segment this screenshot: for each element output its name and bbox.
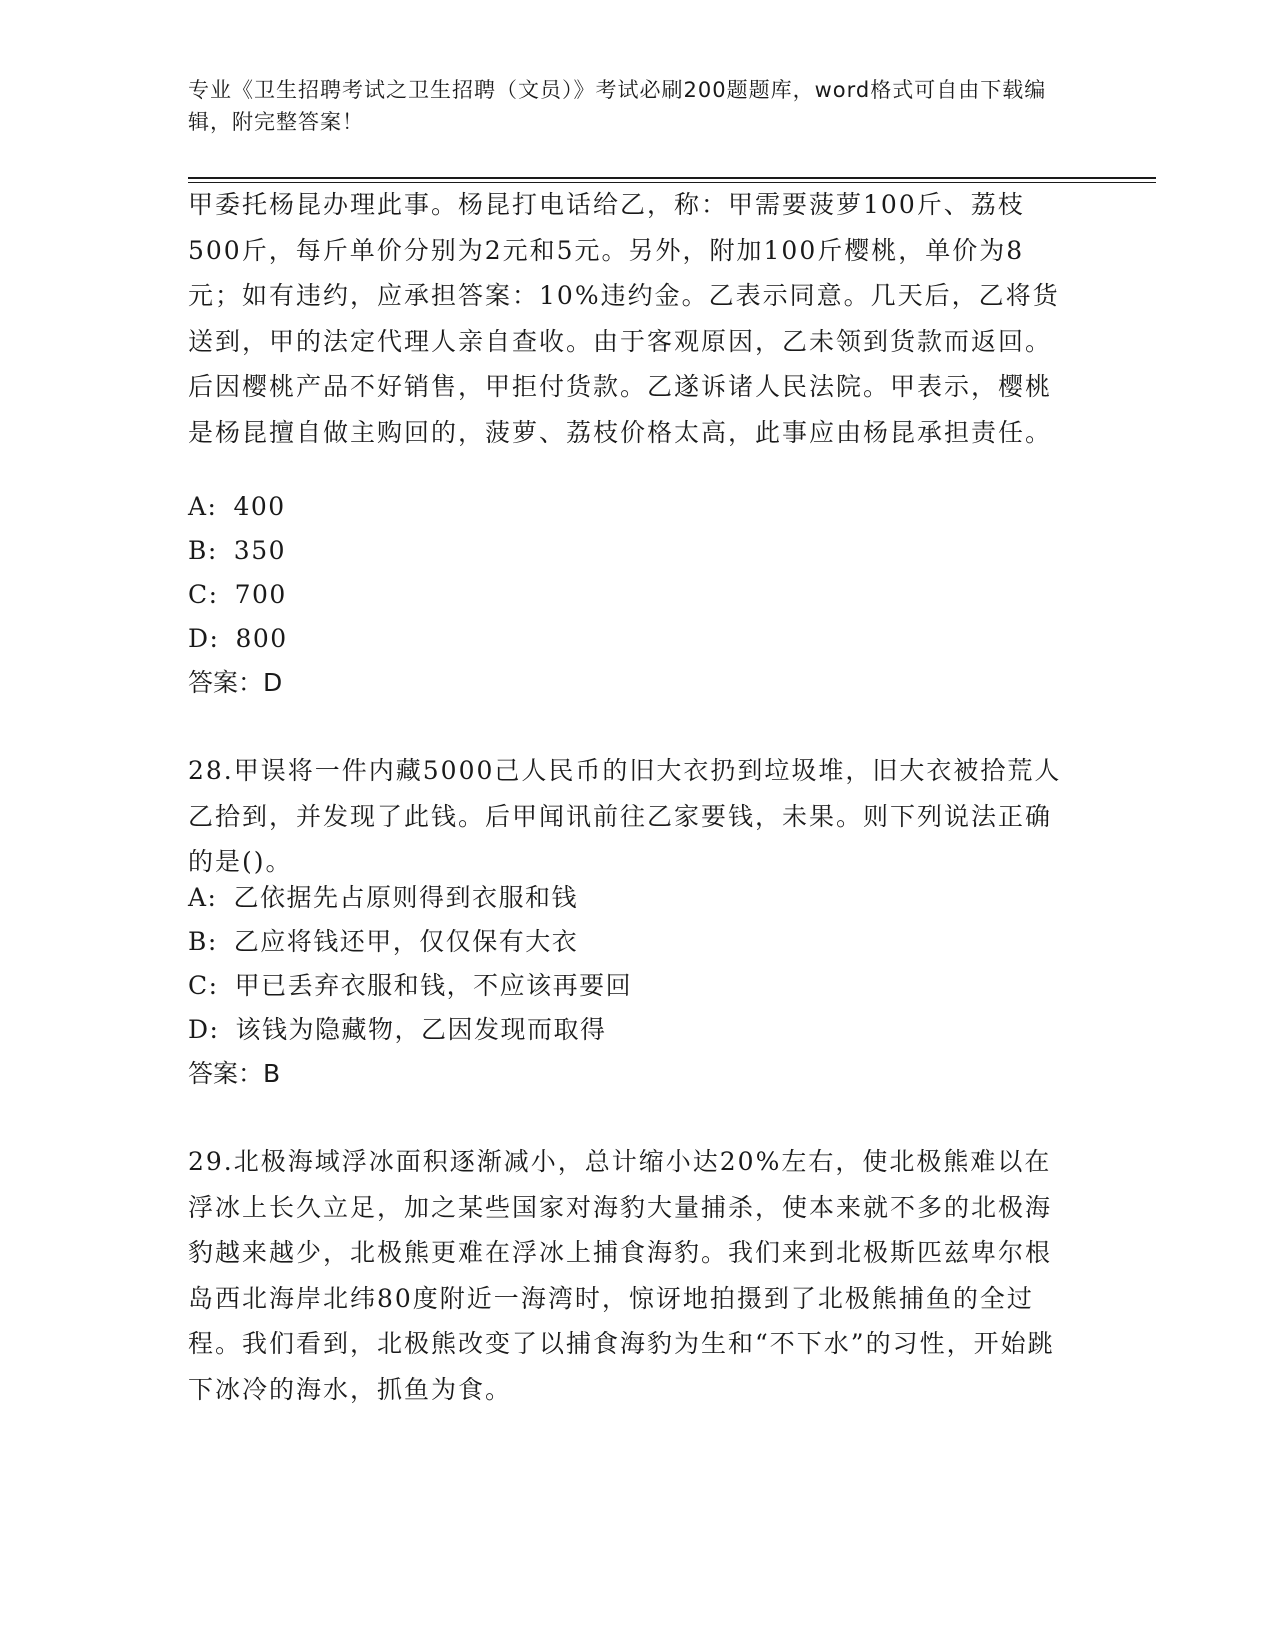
option-key: D: xyxy=(188,624,220,653)
option-key: A: xyxy=(188,492,218,521)
q28-option-c xyxy=(188,971,632,1001)
q28-option-d xyxy=(188,1015,606,1045)
option-key: B: xyxy=(188,927,218,956)
q27-option-a xyxy=(188,492,286,522)
option-key: B: xyxy=(188,536,218,565)
header-divider-thick xyxy=(188,177,1156,179)
option-key: C: xyxy=(188,971,219,1000)
option-key: D: xyxy=(188,1015,220,1044)
option-text: 700 xyxy=(234,580,287,609)
option-key: A: xyxy=(188,883,218,912)
option-text: 该钱为隐藏物，乙因发现而取得 xyxy=(235,1015,607,1044)
document-header: 专业《卫生招聘考试之卫生招聘（文员）》考试必刷200题题库，word格式可自由下载编辑，附完整答案！ xyxy=(188,78,1047,134)
q28-option-a xyxy=(188,883,578,913)
option-text: 乙依据先占原则得到衣服和钱 xyxy=(233,883,578,912)
q27-stem: 甲委托杨昆办理此事。杨昆打电话给乙，称：甲需要菠萝100斤、荔枝500斤，每斤单价分别为2元和5元。另外，附加100斤樱桃，单价为8元；如有违约，应承担答案：10%违约金。乙表示同意。几天后，乙将货送到，甲的法定代理人亲自查收。由于客观原因，乙未领到货款而返回。后因樱桃产品不好销售，甲拒付货款。乙遂诉诸人民法院。甲表示，樱桃是杨昆擅自做主购回的，菠萝、荔枝价格太高，此事应由杨昆承担责任。 xyxy=(188,190,1060,447)
option-text: 甲已丢弃衣服和钱，不应该再要回 xyxy=(234,971,633,1000)
q28-stem: 28.甲误将一件内藏5000己人民币的旧大衣扔到垃圾堆，旧大衣被拾荒人乙拾到，并发现了此钱。后甲闻讯前往乙家要钱，未果。则下列说法正确的是()。 xyxy=(188,756,1062,876)
option-key: C: xyxy=(188,580,219,609)
option-text: 乙应将钱还甲，仅仅保有大衣 xyxy=(233,927,579,956)
option-text: 350 xyxy=(233,536,287,565)
q27-option-b xyxy=(188,536,286,566)
option-text: 400 xyxy=(233,492,286,521)
q29-stem: 29.北极海域浮冰面积逐渐减小，总计缩小达20%左右，使北极熊难以在浮冰上长久立足，加之某些国家对海豹大量捕杀，使本来就不多的北极海豹越来越少，北极熊更难在浮冰上捕食海豹。我们来到北极斯匹兹卑尔根岛西北海岸北纬80度附近一海湾时，惊讶地拍摄到了北极熊捕鱼的全过程。我们看到，北极熊改变了以捕食海豹为生和“不下水”的习性，开始跳下冰冷的海水，抓鱼为食。 xyxy=(188,1147,1055,1404)
q27-option-d xyxy=(188,624,288,654)
q28-option-b xyxy=(188,927,578,957)
q27-option-c xyxy=(188,580,287,610)
q27-answer: 答案：D xyxy=(188,668,283,697)
q28-answer: 答案：B xyxy=(188,1059,281,1088)
option-text: 800 xyxy=(235,624,288,653)
